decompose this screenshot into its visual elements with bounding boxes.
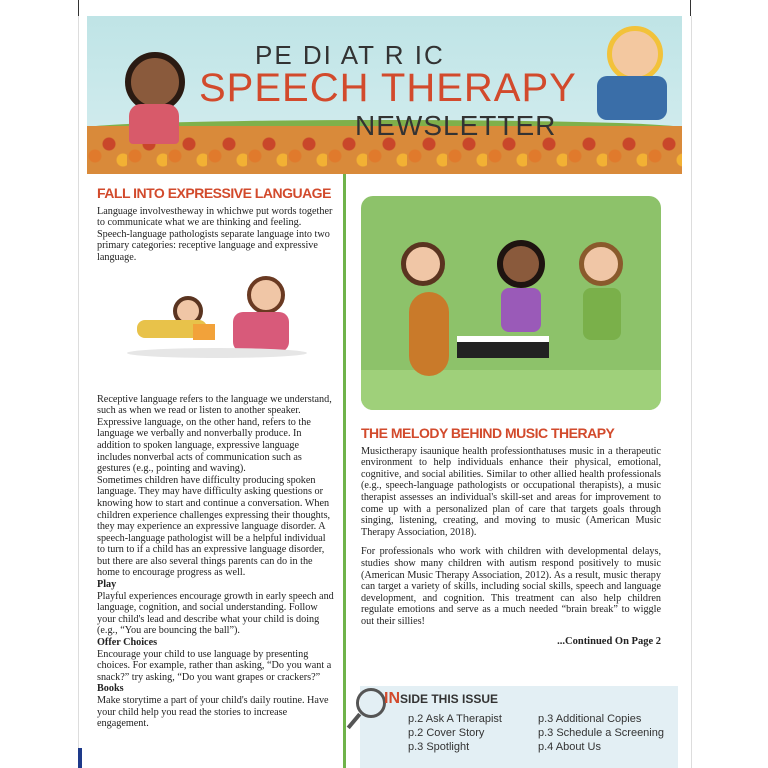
column-divider [343,174,346,768]
contents-item[interactable]: p.3 Schedule a Screening [538,727,664,739]
inside-title-in: IN [384,690,400,707]
body-paragraph-difficulty: Sometimes children have difficulty producing spoken language. They may have difficulty asking questions or knowing how to start and continue a conversation. When children experience challenges expressing their thoughts, they may experience an expressive language disorder. A speech-language pathologist will be a helpful individual to turn to if a child has an expressive language disorder, but there are also several things parents can do in the home to encourage progress as well. [97,474,331,579]
music-paragraph-1: Musictherapy isaunique health professionthatuses music in a therapeutic environment to help individuals enhance their physical, emotional, cognitive, and social abilities. Similar to other allied health professionals (e.g., speech-language pathologists or occupational therapists), a music therapist assesses an individual's skill-set and areas for improvement to come up with a personalized plan of care that targets goals through singing, listening, creating, and moving to music (American Music Therapy Association, 2018). [361,445,661,538]
play-text: Playful experiences encourage growth in early speech and language, cognition, and social understanding. Follow your child's lead and describe what your child is doing (e.g., “You are bouncing the ball”). [97,590,334,637]
keyboard-girl-body-illustration [501,288,541,332]
magnifier-icon [356,688,386,718]
music-paragraph-2: For professionals who work with children with developmental delays, studies show many children with autism respond positively to music (American Music Therapy Association, 2012). As a result, music therapy can target a variety of skills, including social skills, speech and language development, and cognition. This treatment can also help children regulate emotions and serve as a much needed “brain break” to wiggle out their sillies! [361,546,661,627]
masthead-line-1: PE DI AT R IC [255,40,445,70]
keyboard-girl-illustration [497,240,545,288]
boy-illustration [607,26,663,82]
newsletter-page [78,16,692,768]
subheading-play: Play [97,579,117,591]
music-therapy-illustration [361,196,661,410]
right-column [361,196,661,647]
subheading-books: Books [97,683,124,695]
contents-item[interactable]: p.2 Cover Story [408,727,485,739]
left-column [97,185,335,730]
boy-body-illustration [597,76,667,120]
book-illustration [193,324,215,340]
contents-column-2 [538,712,664,754]
inside-this-issue-box [360,686,678,768]
continued-note: ...Continued On Page 2 [557,635,661,647]
magnifier-handle [347,713,362,729]
body-paragraph-receptive: Receptive language refers to the language we understand, such as when we read or listen to another speaker. Expressive language, on the other hand, refers to the language we verbally and nonverbally produce. In addition to spoken language, expressive language includes nonverbal acts of communication such as gestures (e.g., pointing and waving). [97,393,332,475]
girl-illustration [125,52,185,112]
section-heading-music-therapy: THE MELODY BEHIND MUSIC THERAPY [361,425,615,441]
masthead-title: SPEECH THERAPY [199,66,577,110]
ground-illustration [361,370,661,410]
keyboard-illustration [457,336,549,358]
intro-paragraph: Language involvestheway in whichwe put words together to communicate what we are thinking and feeling. Speech-language pathologists separate language into two primary categories: receptive language and expressive language. [97,205,333,263]
books-text: Make storytime a part of your child's daily routine. Have your child help you read the stories to increase engagement. [97,695,329,730]
choices-text: Encourage your child to use language by presenting choices. For example, rather than asking, “Do you want a snack?” try asking, “Do you want grapes or crackers?” [97,648,332,683]
page-edge-marker [78,748,82,768]
contents-item[interactable]: p.3 Additional Copies [538,713,642,725]
girl-body-illustration [129,104,179,144]
section-heading-expressive-language: FALL INTO EXPRESSIVE LANGUAGE [97,185,331,201]
contents-column-1 [408,712,502,754]
contents-item[interactable]: p.4 About Us [538,741,601,753]
cello-illustration [409,292,449,376]
contents-item[interactable]: p.2 Ask A Therapist [408,713,502,725]
contents-item[interactable]: p.3 Spotlight [408,741,470,753]
ground-shadow [127,348,307,358]
inside-title [384,690,498,708]
boy-musician-body-illustration [583,288,621,340]
cello-girl-illustration [401,242,445,286]
masthead [87,16,682,174]
boy-musician-illustration [579,242,623,286]
mom-body-illustration [233,312,289,352]
mom-illustration [247,276,285,314]
reading-children-illustration [97,276,335,364]
subheading-offer-choices: Offer Choices [97,637,158,649]
inside-title-rest: SIDE THIS ISSUE [400,692,499,706]
masthead-line-3: NEWSLETTER [355,110,557,141]
